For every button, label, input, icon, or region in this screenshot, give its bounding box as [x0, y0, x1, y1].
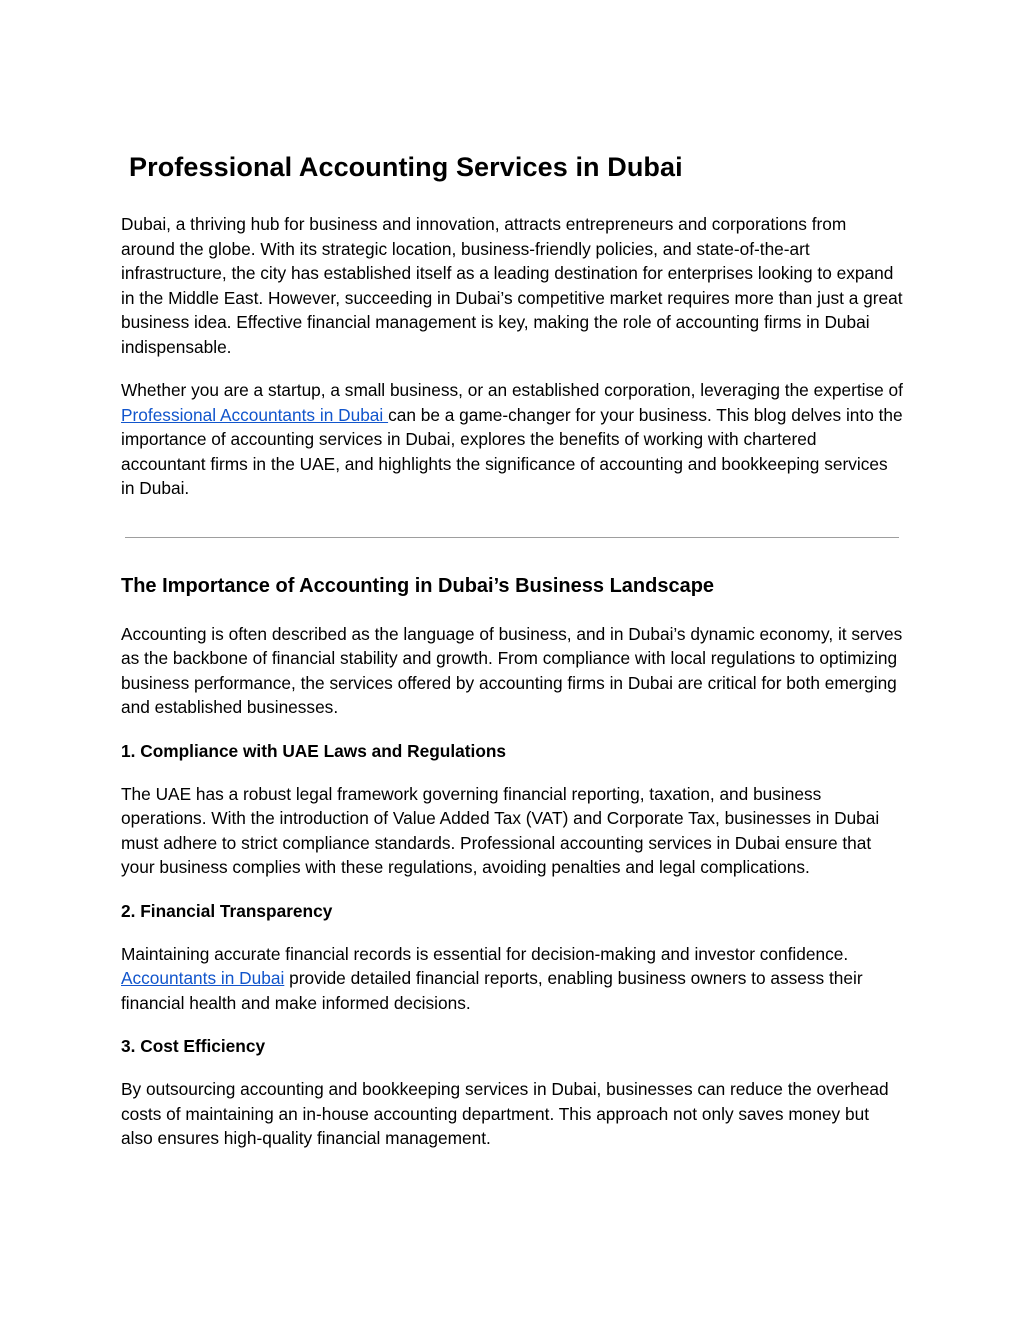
accountants-in-dubai-link[interactable]: Accountants in Dubai — [121, 968, 285, 988]
page-title: Professional Accounting Services in Dubai — [129, 152, 683, 182]
section-paragraph: Accounting is often described as the language of business, and in Dubai’s dynamic economy, it serves as the backbone of financial stability and growth. From compliance with local regulations to optimizing business performance, the services offered by accounting firms in Dubai are critical for both emerging and established businesses. — [121, 623, 903, 717]
intro-paragraph-2-after-link: can be a game-changer for your business. This blog delves into the importance of accounting services in Dubai, explores the benefits of working with chartered accountant firms in the UAE, and highlights the significance of accounting and bookkeeping services in Dubai. — [121, 404, 903, 498]
item-text-compliance: The UAE has a robust legal framework governing financial reporting, taxation, and business operations. With the introduction of Value Added Tax (VAT) and Corporate Tax, businesses in Dubai must adhere to strict compliance standards. Professional accounting services in Dubai ensure that your business complies with these regulations, avoiding penalties and legal complications. — [121, 783, 880, 877]
intro-paragraph-2 — [121, 378, 903, 501]
professional-accountants-link[interactable]: Professional Accountants in Dubai — [121, 404, 389, 425]
item-text-cost-efficiency: By outsourcing accounting and bookkeeping services in Dubai, businesses can reduce the overhead costs of maintaining an in-house accounting department. This approach not only saves money but also ensures high-quality financial management. — [121, 1079, 889, 1148]
intro-paragraph-1: Dubai, a thriving hub for business and innovation, attracts entrepreneurs and corporations from around the globe. With its strategic location, business-friendly policies, and state-of-the-art infrastructure, the city has established itself as a leading destination for enterprises looking to expand in the Middle East. However, succeeding in Dubai’s competitive market requires more than just a great business idea. Effective financial management is key, making the role of accounting firms in Dubai indispensable. — [121, 214, 903, 357]
section-heading: The Importance of Accounting in Dubai’s Business Landscape — [121, 574, 715, 597]
intro-paragraph-2-before-link: Whether you are a startup, a small business, or an established corporation, leveraging the expertise of — [121, 380, 903, 400]
item-text-transparency-before-link: Maintaining accurate financial records is essential for decision-making and investor confidence. — [121, 943, 849, 964]
item-text-transparency-after-link: provide detailed financial reports, enabling business owners to assess their financial health and make informed decisions. — [121, 968, 863, 1013]
item-heading-transparency: 2. Financial Transparency — [121, 900, 333, 921]
horizontal-divider — [125, 537, 899, 538]
item-text-transparency — [121, 942, 903, 1016]
item-heading-cost-efficiency: 3. Cost Efficiency — [121, 1036, 266, 1056]
item-heading-compliance: 1. Compliance with UAE Laws and Regulations — [121, 740, 507, 761]
document-content — [121, 148, 903, 1170]
